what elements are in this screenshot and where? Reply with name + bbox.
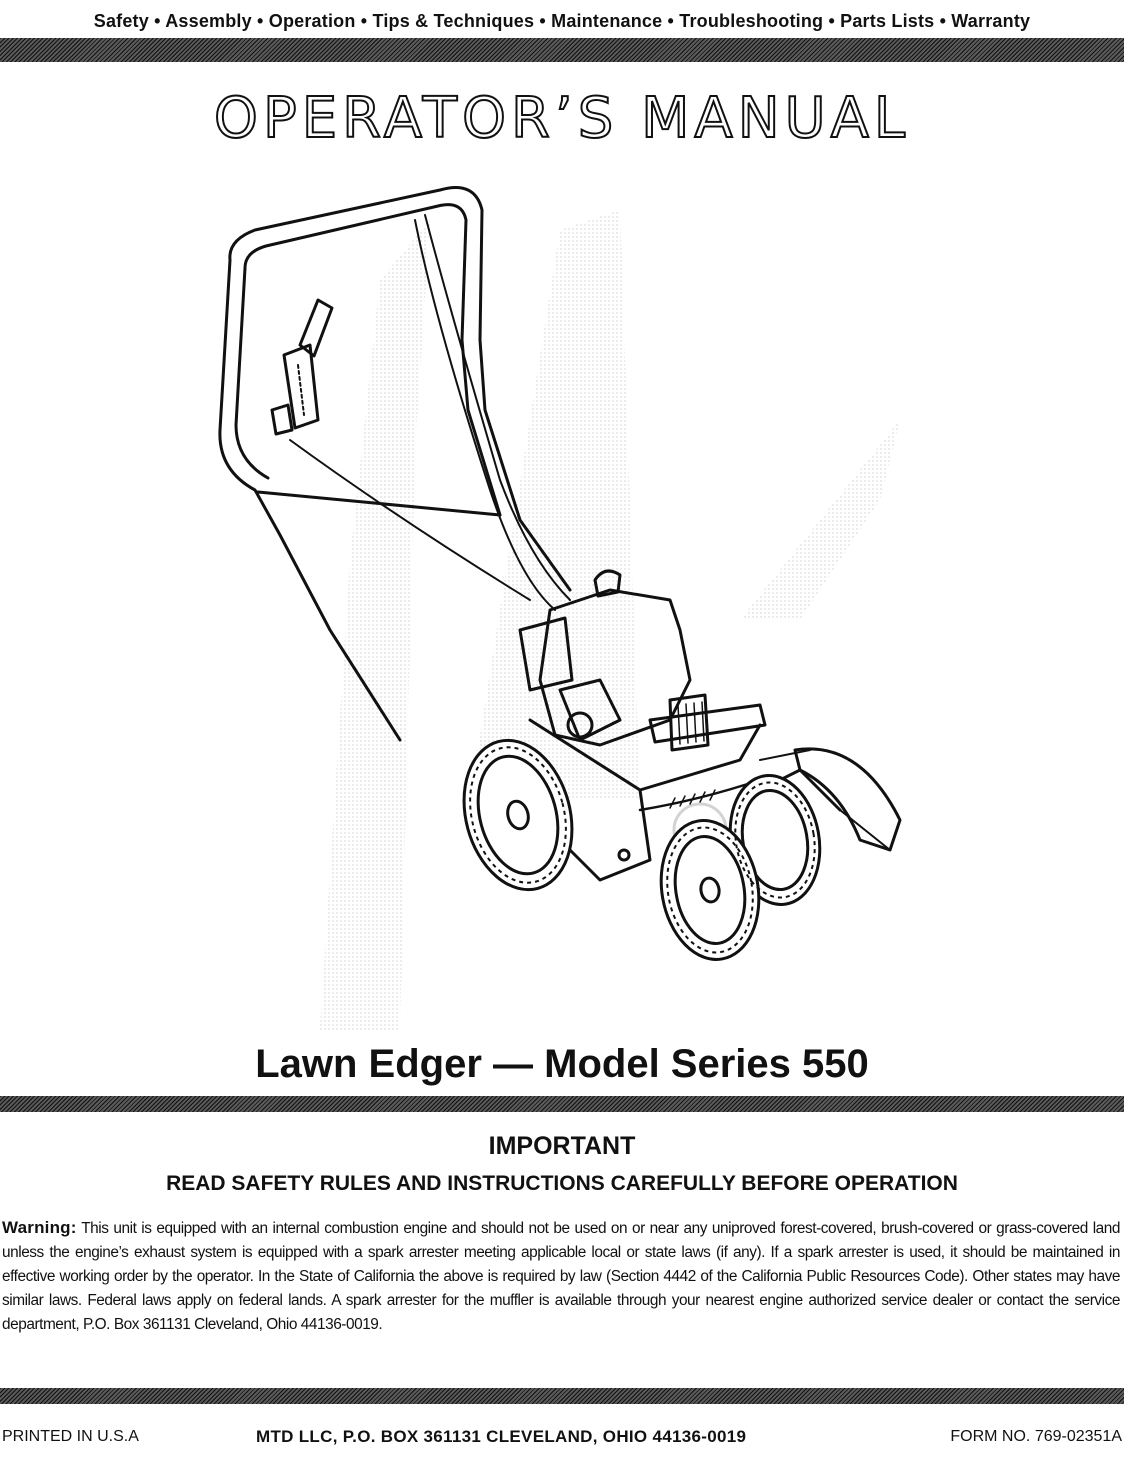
warning-paragraph <box>2 1216 1120 1337</box>
warning-label: Warning: <box>2 1218 77 1237</box>
section-list: Safety • Assembly • Operation • Tips & Techniques • Maintenance • Troubleshooting • Parts Lists • Warranty <box>93 11 1031 31</box>
hatched-divider <box>0 1096 1124 1112</box>
company-address: MTD LLC, P.O. BOX 361131 CLEVELAND, OHIO 44136-0019 <box>256 1427 747 1446</box>
handle-knob-left <box>272 405 292 434</box>
hatched-divider <box>0 1388 1124 1404</box>
product-title: Lawn Edger — Model Series 550 <box>255 1042 869 1086</box>
important-subheading: READ SAFETY RULES AND INSTRUCTIONS CAREFULLY BEFORE OPERATION <box>166 1172 958 1195</box>
lawn-edger-illustration <box>200 160 960 1040</box>
hatched-divider <box>0 38 1124 62</box>
watermark-logo <box>320 210 900 1030</box>
form-number: FORM NO. 769-02351A <box>950 1428 1122 1445</box>
printed-in-label: PRINTED IN U.S.A <box>2 1428 139 1445</box>
section-nav-bar <box>0 0 1124 38</box>
manual-title: OPERATOR’S MANUAL <box>213 86 911 151</box>
important-heading: IMPORTANT <box>488 1132 636 1160</box>
warning-text: This unit is equipped with an internal combustion engine and should not be used on or near any uniproved forest-covered, brush-covered or grass-covered land unless the engine’s exhaust system is equipped with a spark arrester meeting applicable local or state laws (if any). If a spark arrester is used, it should be maintained in effective working order by the operator. In the State of California the above is required by law (Section 4442 of the California Public Resources Code). Other states may have similar laws. Federal laws apply on federal lands. A spark arrester for the muffler is available through your nearest engine authorized service dealer or contact the service department, P.O. Box 361131 Cleveland, Ohio 44136-0019. <box>2 1220 1120 1333</box>
